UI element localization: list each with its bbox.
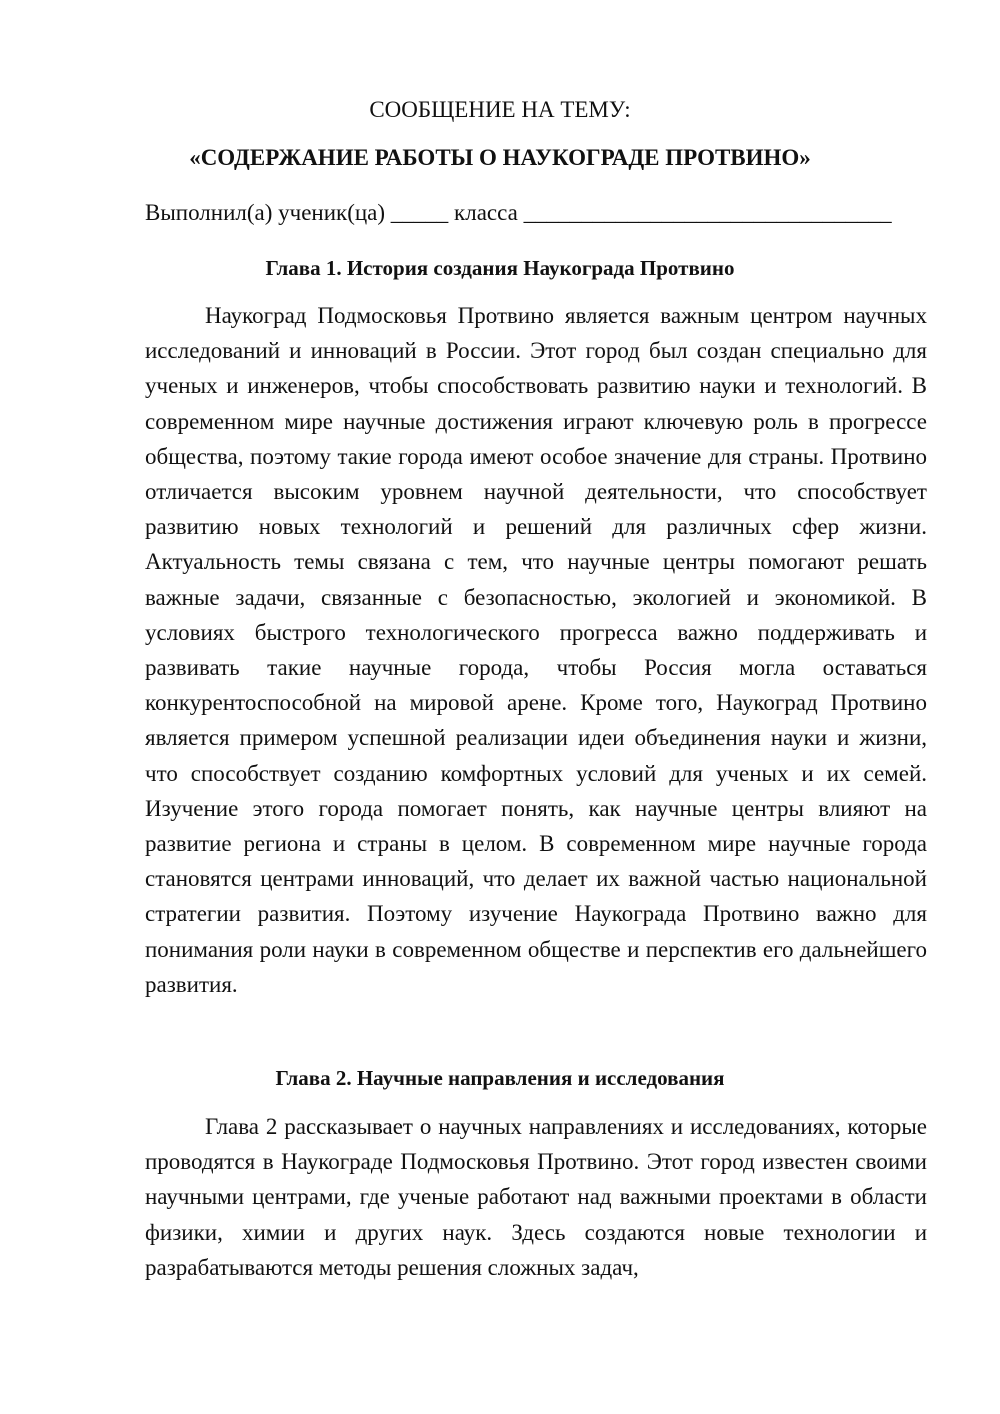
- chapter-2-heading: Глава 2. Научные направления и исследования: [275, 1066, 725, 1090]
- author-line: Выполнил(а) ученик(ца) _____ класса ________________________________: [145, 200, 892, 225]
- document-title-line-1: СООБЩЕНИЕ НА ТЕМУ:: [369, 97, 631, 122]
- chapter-1-paragraph: Наукоград Подмосковья Протвино является важным центром научных исследований и инноваций в России. Этот город был создан специально для ученых и инженеров, чтобы способствовать развитию науки и технологий. В современном мире научные достижения играют ключевую роль в прогрессе общества, поэтому такие города имеют особое значение для страны. Протвино отличается высоким уровнем научной деятельности, что способствует развитию новых технологий и решений для различных сфер жизни. Актуальность темы связана с тем, что научные центры помогают решать важные задачи, связанные с безопасностью, экологией и экономикой. В условиях быстрого технологического прогресса важно поддерживать и развивать такие научные города, чтобы Россия могла оставаться конкурентоспособной на мировой арене. Кроме того, Наукоград Протвино является примером успешной реализации идеи объединения науки и жизни, что способствует созданию комфортных условий для ученых и их семей. Изучение этого города помогает понять, как научные центры влияют на развитие региона и страны в целом. В современном мире научные города становятся центрами инноваций, что делает их важной частью национальной стратегии развития. Поэтому изучение Наукограда Протвино важно для понимания роли науки в современном обществе и перспектив его дальнейшего развития.: [145, 303, 927, 997]
- chapter-1-heading: Глава 1. История создания Наукограда Протвино: [265, 256, 735, 280]
- chapter-2-paragraph: Глава 2 рассказывает о научных направлениях и исследованиях, которые проводятся в Наукограде Подмосковья Протвино. Этот город известен своими научными центрами, где ученые работают над важными проектами в области физики, химии и других наук. Здесь создаются новые технологии и разрабатываются методы решения сложных задач,: [145, 1114, 927, 1280]
- document-title-line-2: «СОДЕРЖАНИЕ РАБОТЫ О НАУКОГРАДЕ ПРОТВИНО»: [189, 145, 811, 170]
